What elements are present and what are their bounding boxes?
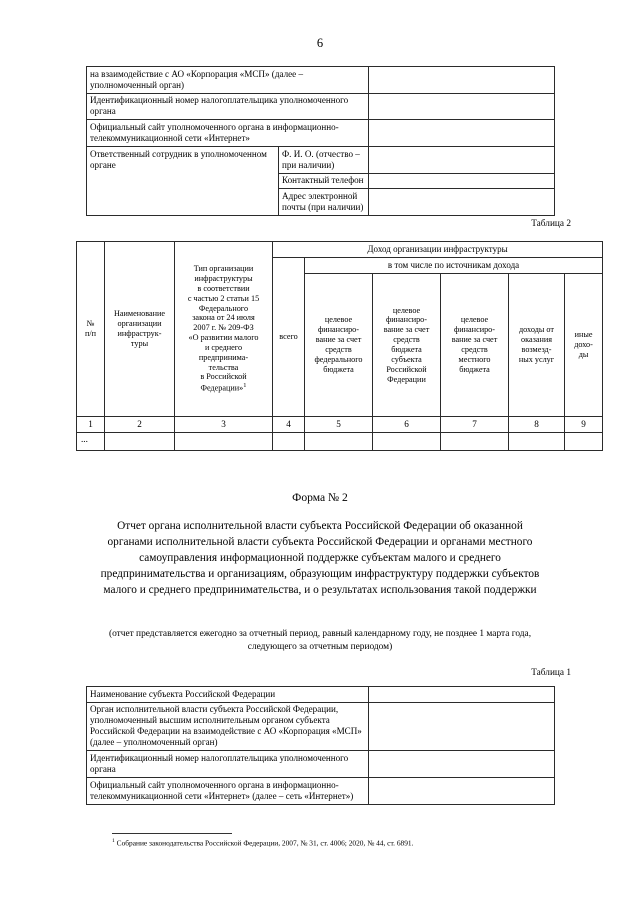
row-value[interactable] bbox=[369, 120, 555, 147]
table-row bbox=[87, 702, 555, 751]
header-line: дохо- bbox=[574, 340, 593, 350]
row-value[interactable] bbox=[273, 433, 305, 451]
row-value[interactable] bbox=[175, 433, 273, 451]
description-line: Отчет органа исполнительной власти субъекта Российской Федерации об оказанной bbox=[117, 520, 523, 532]
header-line: средств bbox=[393, 335, 420, 345]
header-line: 2007 г. № 209-ФЗ bbox=[193, 323, 254, 333]
header-line: п/п bbox=[84, 329, 97, 338]
header-line: целевое bbox=[324, 315, 353, 325]
footnote-reference: 1 bbox=[243, 382, 247, 390]
header-line: Российской bbox=[386, 364, 427, 374]
header-line: местного bbox=[458, 354, 491, 364]
row-sublabel: Ф. И. О. (отчество – при наличии) bbox=[279, 147, 369, 174]
header-cell-other-income bbox=[565, 274, 603, 417]
header-line: субъекта bbox=[391, 354, 422, 364]
header-line: средств bbox=[461, 345, 488, 354]
column-number: 3 bbox=[175, 417, 273, 433]
header-line: инфраструк- bbox=[117, 329, 162, 338]
row-value[interactable] bbox=[373, 433, 441, 451]
header-cell-org-name bbox=[105, 242, 175, 417]
footnote bbox=[112, 838, 572, 848]
description-line: самоуправления информационной поддержке субъектам малого и среднего bbox=[139, 552, 501, 565]
row-label: Официальный сайт уполномоченного органа в информационно-телекоммуникационной сети «Интернет» (далее – сеть «Интернет») bbox=[87, 778, 369, 805]
row-value[interactable] bbox=[369, 93, 555, 120]
footnote-mark: 1 bbox=[112, 838, 115, 844]
header-line: финансиро- bbox=[385, 315, 427, 325]
table-row bbox=[87, 778, 555, 805]
column-number: 8 bbox=[509, 417, 565, 433]
header-line: № bbox=[86, 319, 95, 329]
form-description bbox=[100, 518, 540, 598]
note-line: следующего за отчетным периодом) bbox=[247, 642, 393, 653]
column-number: 4 bbox=[273, 417, 305, 433]
row-value[interactable] bbox=[509, 433, 565, 451]
table-row bbox=[87, 93, 555, 120]
header-line: бюджета bbox=[323, 364, 354, 374]
subject-authority-details-table bbox=[86, 686, 555, 805]
row-value[interactable] bbox=[565, 433, 603, 451]
header-line: и среднего bbox=[204, 342, 243, 352]
column-number: 2 bbox=[105, 417, 175, 433]
header-cell-total: всего bbox=[273, 258, 305, 417]
row-value[interactable] bbox=[369, 687, 555, 703]
footnote-separator bbox=[112, 833, 232, 834]
table-row bbox=[87, 687, 555, 703]
form-submission-note bbox=[100, 628, 540, 655]
note-line: (отчет представляется ежегодно за отчетный период, равный календарному году, не позднее 1 марта года, bbox=[108, 629, 532, 639]
table-row bbox=[77, 433, 603, 451]
row-value[interactable] bbox=[105, 433, 175, 451]
row-value[interactable] bbox=[369, 751, 555, 778]
row-ellipsis: ... bbox=[77, 433, 105, 451]
continued-recipient-details-table bbox=[86, 66, 555, 216]
form-title: Форма № 2 bbox=[292, 491, 348, 504]
column-number: 6 bbox=[373, 417, 441, 433]
row-value[interactable] bbox=[441, 433, 509, 451]
description-line: органами исполнительной власти субъекта Российской Федерации и органами местного bbox=[107, 536, 533, 549]
header-line: тельства bbox=[208, 362, 239, 372]
row-value[interactable] bbox=[369, 778, 555, 805]
header-line: Федерации bbox=[387, 374, 426, 384]
column-number: 7 bbox=[441, 417, 509, 433]
header-line: финансиро- bbox=[453, 325, 495, 335]
header-line: с частью 2 статьи 15 bbox=[187, 293, 260, 303]
table-c-container bbox=[86, 686, 554, 805]
header-line: в соответствии bbox=[197, 283, 250, 293]
column-number: 9 bbox=[565, 417, 603, 433]
description-line: малого и среднего предпринимательства, и о результатах использования такой поддержки bbox=[103, 584, 537, 597]
row-value[interactable] bbox=[305, 433, 373, 451]
header-line: вание за счет bbox=[383, 325, 430, 335]
header-line: целевое bbox=[460, 315, 489, 325]
table-a-container bbox=[86, 66, 554, 216]
header-line: предпринима- bbox=[198, 352, 249, 362]
header-cell-paid-services bbox=[509, 274, 565, 417]
table-b-container bbox=[76, 241, 593, 451]
header-line: закона от 24 июля bbox=[192, 313, 255, 323]
header-line: Тип организации bbox=[193, 264, 254, 274]
header-group-income: Доход организации инфраструктуры bbox=[273, 242, 603, 258]
header-line: вание за счет bbox=[315, 335, 362, 345]
description-line: предпринимательства и организациям, образующим инфраструктуру поддержки субъектов bbox=[100, 568, 540, 581]
header-line: организации bbox=[117, 319, 162, 329]
header-cell-org-type bbox=[175, 242, 273, 417]
header-line: Федерации» bbox=[200, 384, 244, 393]
header-line: оказания bbox=[521, 335, 552, 345]
table2-caption: Таблица 2 bbox=[531, 219, 571, 229]
table-header-row bbox=[77, 242, 603, 258]
header-cell-federal-budget bbox=[305, 274, 373, 417]
header-line: туры bbox=[130, 338, 149, 348]
row-value[interactable] bbox=[369, 702, 555, 751]
row-value[interactable] bbox=[369, 189, 555, 216]
page-number: 6 bbox=[316, 36, 324, 50]
row-label: Орган исполнительной власти субъекта Российской Федерации, уполномоченный высшим исполнительным органом субъекта Российской Федерации на взаимодействие с АО «Корпорация «МСП» (далее – уполномоченный орган) bbox=[87, 702, 369, 751]
row-label: Наименование субъекта Российской Федерации bbox=[87, 687, 369, 703]
header-line: ды bbox=[578, 349, 589, 359]
header-cell-number bbox=[77, 242, 105, 417]
row-label: Ответственный сотрудник в уполномоченном органе bbox=[87, 147, 279, 216]
column-number-row bbox=[77, 417, 603, 433]
header-line: вание за счет bbox=[451, 335, 498, 345]
row-value[interactable] bbox=[369, 67, 555, 94]
row-label: Идентификационный номер налогоплательщика уполномоченного органа bbox=[87, 751, 369, 778]
header-line: бюджета bbox=[459, 364, 490, 374]
header-subgroup-sources: в том числе по источникам дохода bbox=[305, 258, 603, 274]
row-value[interactable] bbox=[369, 173, 555, 189]
header-line: иные bbox=[574, 330, 593, 340]
header-line: средств bbox=[325, 345, 352, 354]
row-label: на взаимодействие с АО «Корпорация «МСП» (далее – уполномоченный орган) bbox=[87, 67, 369, 94]
column-number: 1 bbox=[77, 417, 105, 433]
header-line: доходы от bbox=[519, 325, 554, 335]
row-sublabel: Адрес электронной почты (при наличии) bbox=[279, 189, 369, 216]
header-line: федерального bbox=[314, 354, 363, 364]
header-line: целевое bbox=[392, 305, 421, 315]
footnote-text: Собрание законодательства Российской Федерации, 2007, № 31, ст. 4006; 2020, № 44, ст. 6891. bbox=[116, 838, 414, 848]
table-row bbox=[87, 120, 555, 147]
header-line: инфраструктуры bbox=[194, 273, 253, 283]
header-cell-regional-budget bbox=[373, 274, 441, 417]
header-line: Наименование bbox=[113, 309, 165, 319]
row-label: Официальный сайт уполномоченного органа в информационно-телекоммуникационной сети «Интернет» bbox=[87, 120, 369, 147]
header-line: финансиро- bbox=[317, 325, 359, 335]
row-label: Идентификационный номер налогоплательщика уполномоченного органа bbox=[87, 93, 369, 120]
table-row bbox=[87, 147, 555, 174]
column-number: 5 bbox=[305, 417, 373, 433]
table-row bbox=[87, 751, 555, 778]
infrastructure-income-table bbox=[76, 241, 603, 451]
header-line: возмезд- bbox=[521, 345, 552, 354]
header-line: Федерального bbox=[198, 303, 249, 313]
header-line: ных услуг bbox=[518, 354, 555, 364]
header-cell-local-budget bbox=[441, 274, 509, 417]
header-line: «О развитии малого bbox=[188, 333, 259, 343]
row-value[interactable] bbox=[369, 147, 555, 174]
row-sublabel: Контактный телефон bbox=[279, 173, 369, 189]
header-line: бюджета bbox=[391, 345, 422, 354]
header-line: в Российской bbox=[200, 372, 247, 382]
table-row bbox=[87, 67, 555, 94]
table1-caption: Таблица 1 bbox=[531, 668, 571, 678]
